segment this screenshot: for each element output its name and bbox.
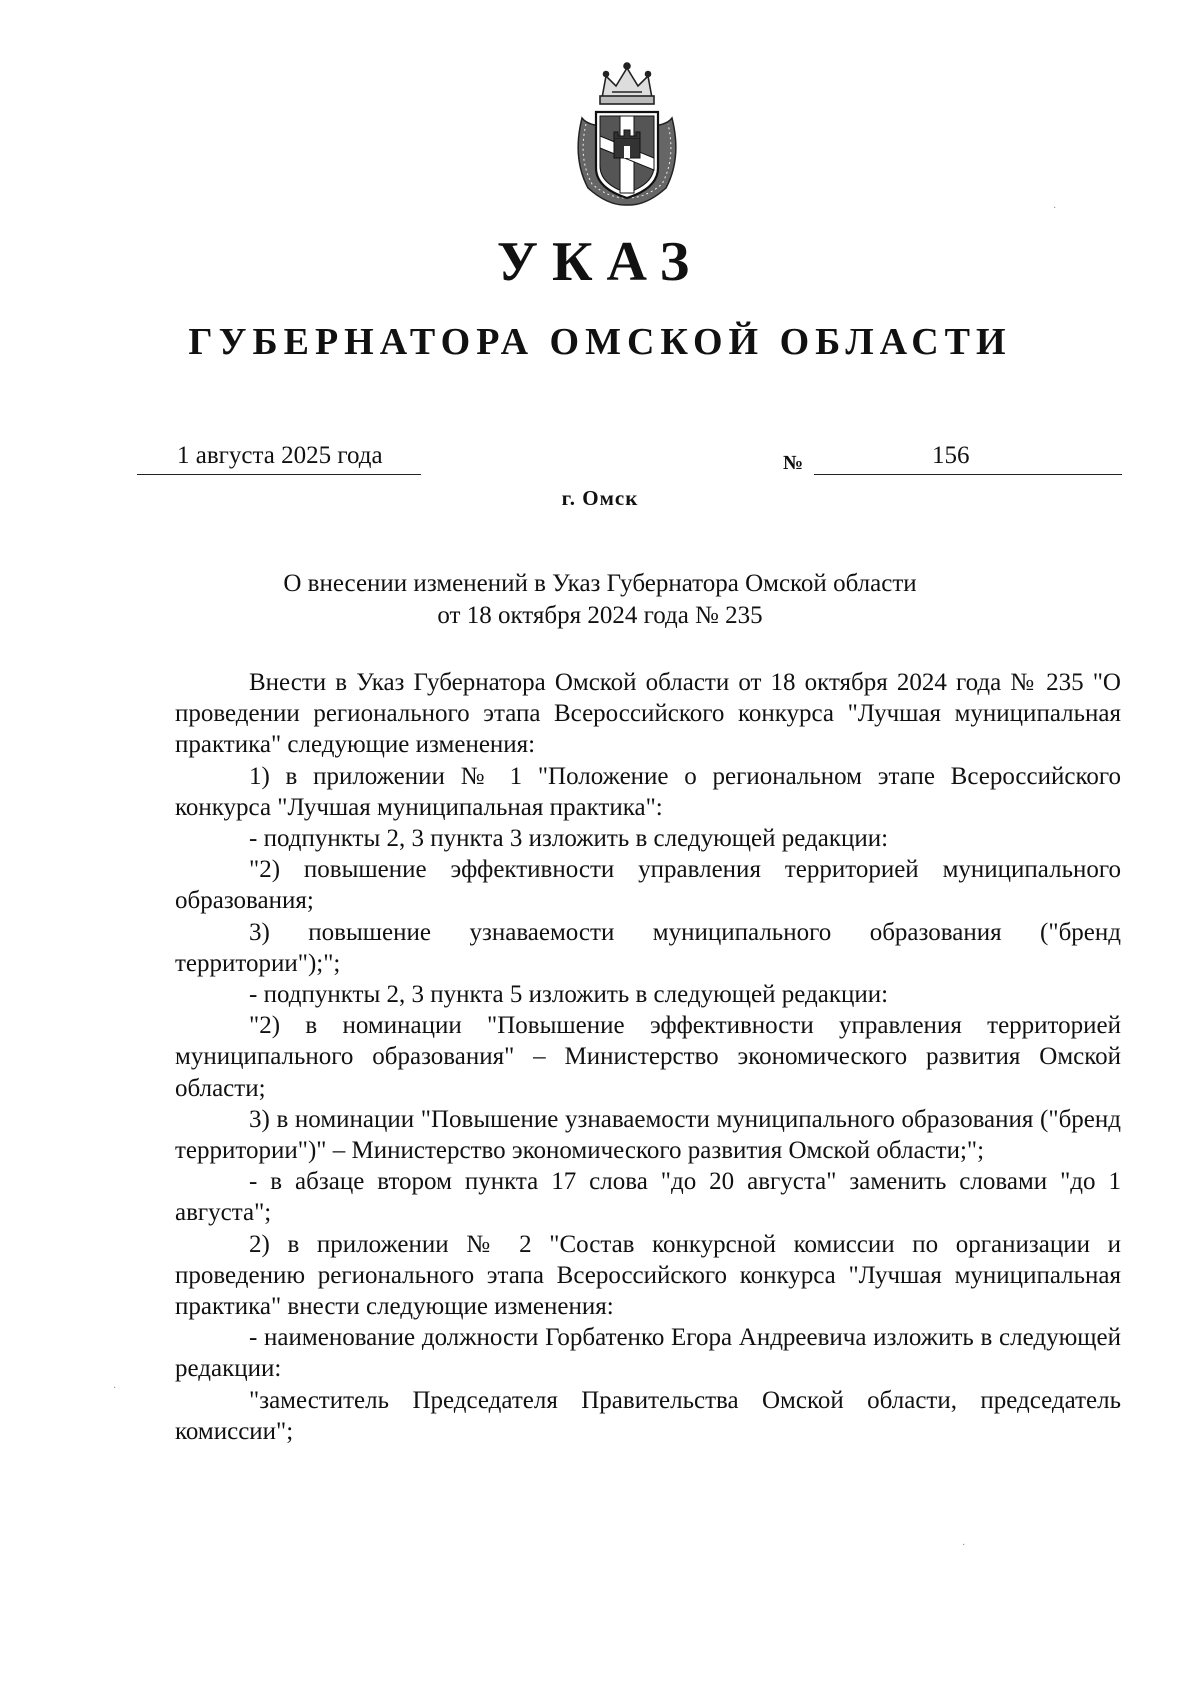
document-number: 156 [932,442,970,469]
paragraph: "заместитель Председателя Правительства Омской области, председатель комиссии"; [175,1386,1121,1445]
document-body [175,667,1121,1447]
paragraph: - подпункты 2, 3 пункта 5 изложить в следующей редакции: [249,981,889,1009]
scan-speck: · [962,1540,966,1551]
document-date: 1 августа 2025 года [177,442,383,469]
paragraph: - подпункты 2, 3 пункта 3 изложить в следующей редакции: [249,825,889,853]
number-field [814,440,1122,475]
heading-line-2: от 18 октября 2024 года № 235 [437,602,763,629]
paragraph: "2) в номинации "Повышение эффективности управления территорией муниципального образования" – Министерство экономического развития Омской области; [175,1012,1121,1102]
scan-speck: · [1053,203,1057,214]
paragraph: "2) повышение эффективности управления территорией муниципального образования; [175,856,1121,915]
paragraph: - в абзаце втором пункта 17 слова "до 20 августа" заменить словами "до 1 августа"; [175,1168,1121,1227]
paragraph: 3) в номинации "Повышение узнаваемости муниципального образования ("бренд территории")" – Министерство экономического развития Омской области;"; [175,1105,1121,1165]
number-sign: № [783,452,804,474]
coat-of-arms-icon [568,58,686,208]
paragraph: 3) повышение узнаваемости муниципального образования ("бренд территории");"; [175,918,1121,977]
date-field [137,440,421,475]
paragraph: - наименование должности Горбатенко Егора Андреевича изложить в следующей редакции: [175,1324,1121,1383]
scan-speck: · [113,1383,117,1394]
paragraph: 2) в приложении № 2 "Состав конкурсной комиссии по организации и проведению регионального этапа Всероссийского конкурса "Лучшая муниципальная практика" внести следующие изменения: [175,1230,1121,1321]
document-heading [0,568,1200,632]
heading-line-1: О внесении изменений в Указ Губернатора Омской области [283,570,917,597]
document-subtitle: ГУБЕРНАТОРА ОМСКОЙ ОБЛАСТИ [188,321,1012,363]
document-title: УКАЗ [496,231,704,293]
paragraph: Внести в Указ Губернатора Омской области от 18 октября 2024 года № 235 "О проведении регионального этапа Всероссийского конкурса "Лучшая муниципальная практика" следующие изменения: [175,669,1121,759]
paragraph: 1) в приложении № 1 "Положение о региональном этапе Всероссийского конкурса "Лучшая муниципальная практика": [175,762,1121,821]
city-label: г. Омск [561,486,639,510]
